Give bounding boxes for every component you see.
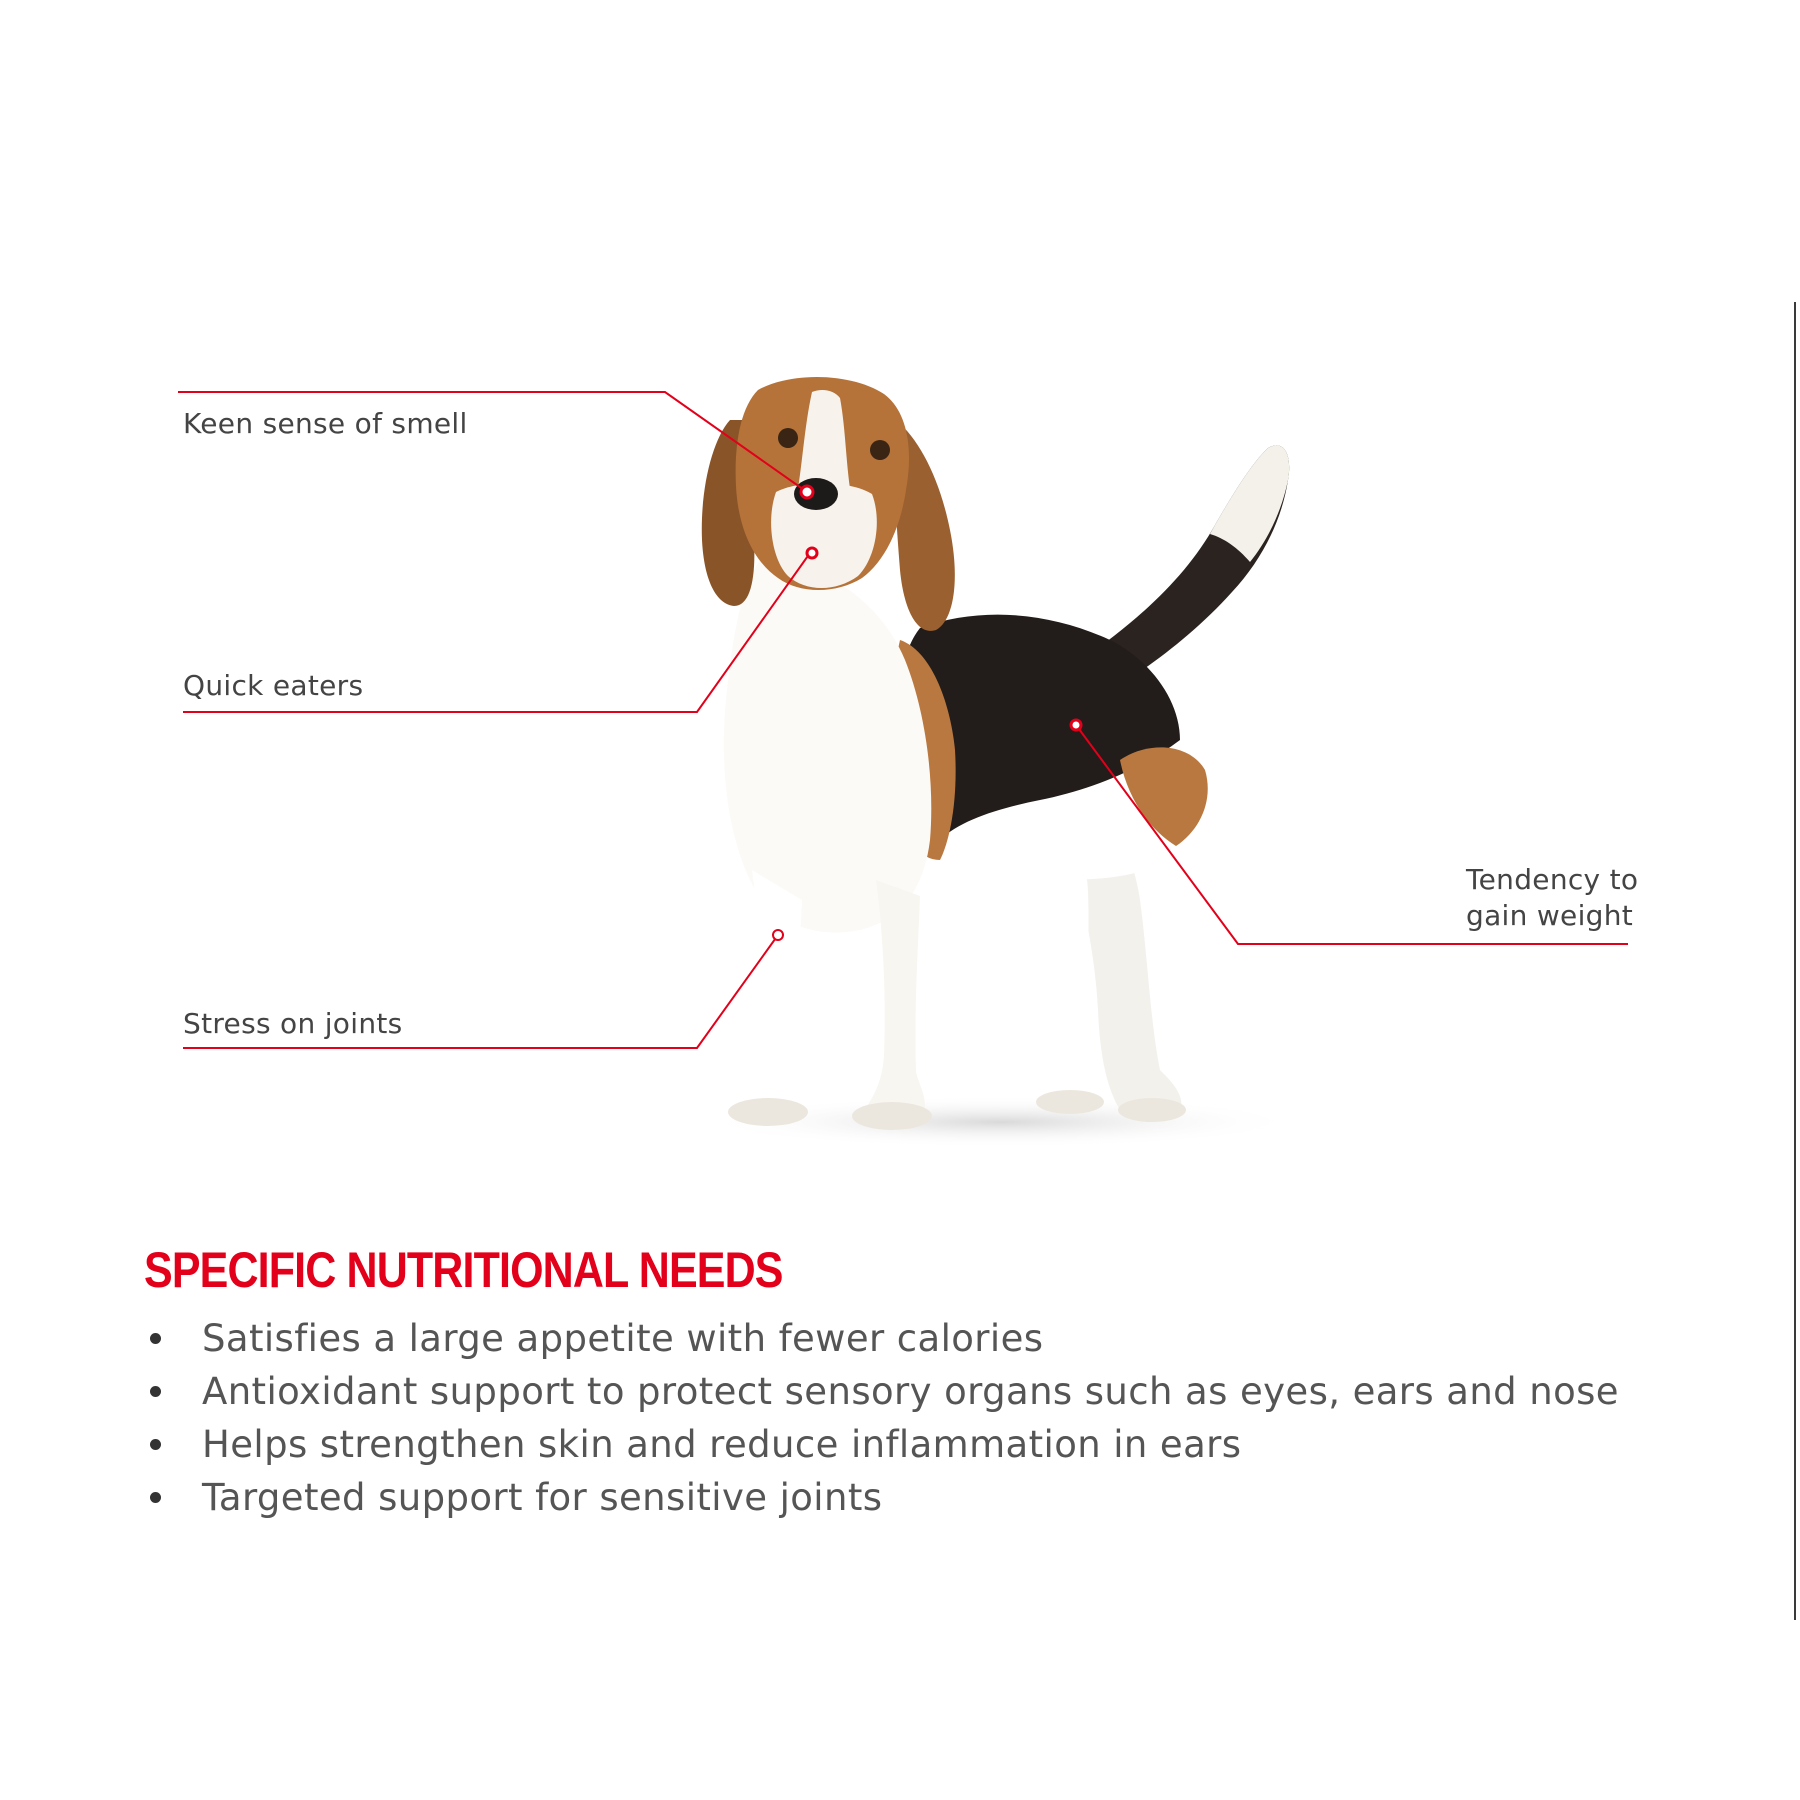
callout-marker-joints: [773, 930, 783, 940]
list-item-text: Antioxidant support to protect sensory organs such as eyes, ears and nose: [202, 1370, 1619, 1413]
callout-label-joints: Stress on joints: [183, 1007, 403, 1040]
nutritional-needs-list: [150, 1312, 1710, 1524]
dog-eye-left: [778, 428, 798, 448]
callout-marker-weight: [1071, 720, 1081, 730]
dog-paw-2: [852, 1102, 932, 1130]
bullet-icon: [150, 1439, 161, 1450]
list-item: [150, 1312, 1710, 1365]
dog-paw-3: [1036, 1090, 1104, 1114]
section-title: SPECIFIC NUTRITIONAL NEEDS: [144, 1242, 783, 1298]
callout-label-weight: Tendency to gain weight: [1466, 863, 1639, 932]
callout-label-smell: Keen sense of smell: [183, 407, 468, 440]
dog-paw-4: [1118, 1098, 1186, 1122]
list-item: [150, 1418, 1710, 1471]
callout-marker-smell: [801, 486, 813, 498]
bullet-icon: [150, 1492, 161, 1503]
callout-marker-eaters: [807, 548, 817, 558]
list-item-text: Helps strengthen skin and reduce inflammation in ears: [202, 1423, 1242, 1466]
callout-label-eaters: Quick eaters: [183, 669, 364, 702]
dog-eye-right: [870, 440, 890, 460]
list-item: [150, 1471, 1710, 1524]
list-item: [150, 1365, 1710, 1418]
dog-front-leg-left: [740, 870, 803, 1116]
bullet-icon: [150, 1333, 161, 1344]
dog-paw-1: [728, 1098, 808, 1126]
list-item-text: Targeted support for sensitive joints: [202, 1476, 883, 1519]
bullet-icon: [150, 1386, 161, 1397]
list-item-text: Satisfies a large appetite with fewer calories: [202, 1317, 1044, 1360]
beagle-dog: [702, 377, 1289, 1130]
